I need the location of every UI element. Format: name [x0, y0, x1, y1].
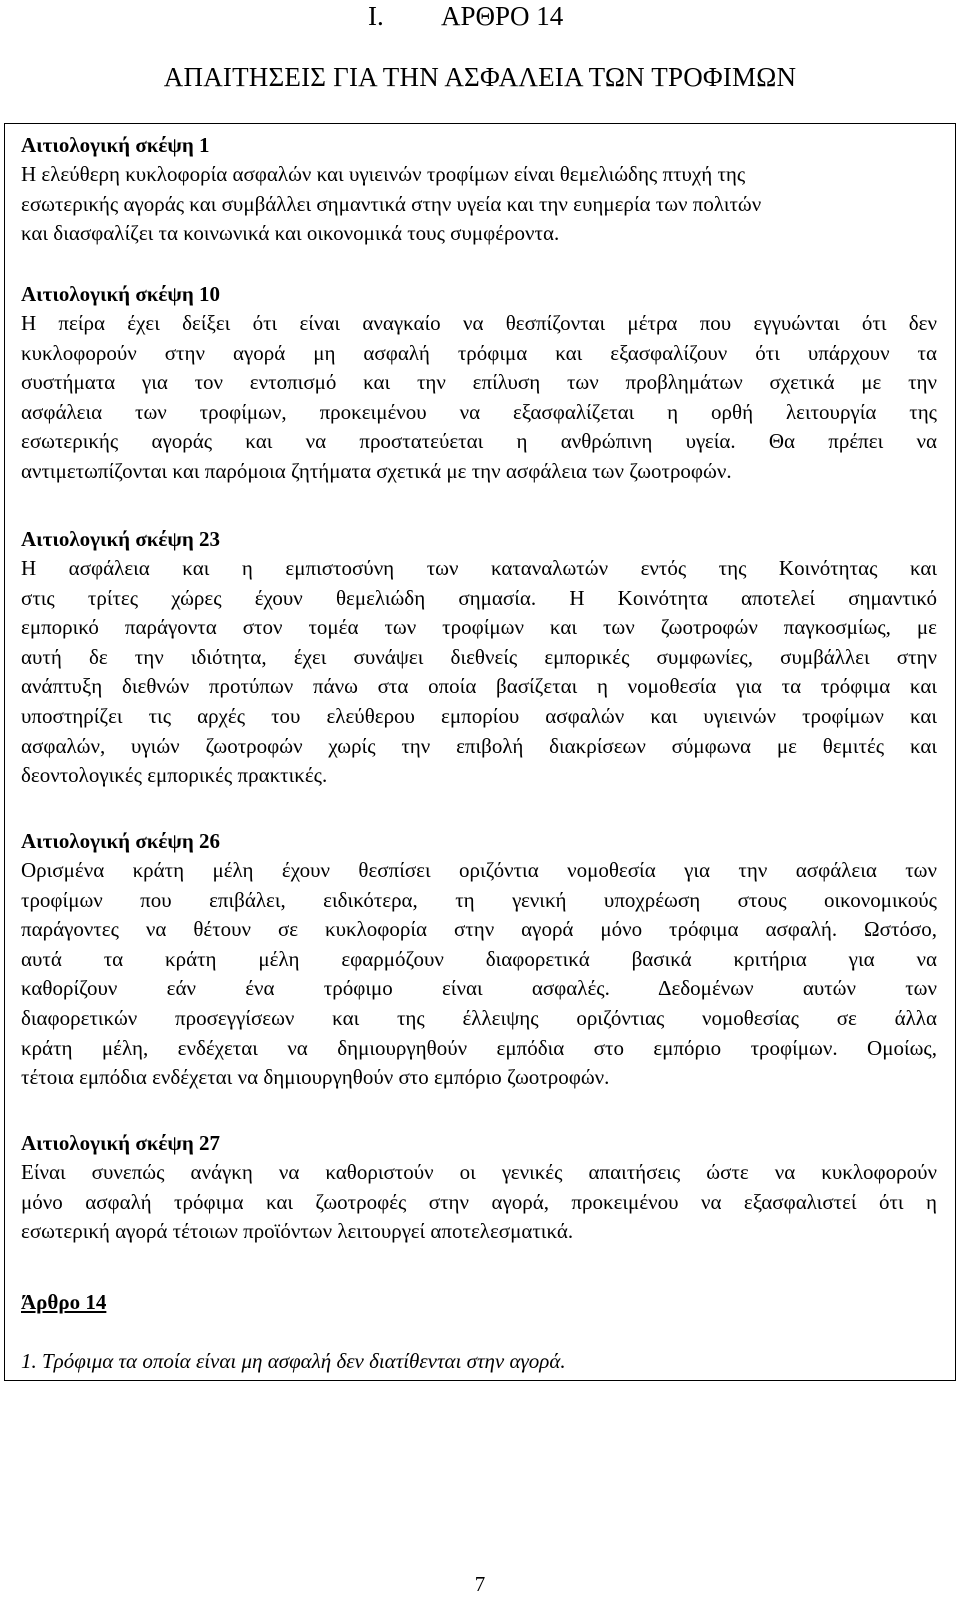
recital-line: τροφίμων που επιβάλει, ειδικότερα, τη γενική υποχρέωση στους οικονομικούς [21, 887, 937, 912]
article-paragraph [21, 1346, 937, 1376]
recital-line: αυτά τα κράτη μέλη εφαρμόζουν διαφορετικά βασικά κριτήρια για να [21, 946, 937, 971]
recital-line: αντιμετωπίζονται και παρόμοια ζητήματα σχετικά με την ασφάλεια των ζωοτροφών. [21, 458, 732, 483]
recital-title: Αιτιολογική σκέψη 23 [21, 527, 221, 551]
recital-line: κυκλοφορούν στην αγορά μη ασφαλή τρόφιμα και εξασφαλίζουν ότι υπάρχουν τα [21, 340, 937, 365]
recital-line: εσωτερικής αγοράς και να προστατεύεται η ανθρώπινη υγεία. Θα πρέπει να [21, 429, 937, 454]
recital-title: Αιτιολογική σκέψη 26 [21, 829, 221, 853]
recital-line: και διασφαλίζει τα κοινωνικά και οικονομικά τους συμφέροντα. [21, 221, 560, 246]
recital-title: Αιτιολογική σκέψη 27 [21, 1131, 221, 1155]
recital-line: δεοντολογικές εμπορικές πρακτικές. [21, 763, 328, 788]
page-subtitle: ΑΠΑΙΤΗΣΕΙΣ ΓΙΑ ΤΗΝ ΑΣΦΑΛΕΙΑ ΤΩΝ ΤΡΟΦΙΜΩΝ [163, 62, 797, 92]
recital-line: Η ελεύθερη κυκλοφορία ασφαλών και υγιεινών τροφίμων είναι θεμελιώδης πτυχή της [21, 162, 746, 186]
recital-title: Αιτιολογική σκέψη 10 [21, 282, 221, 306]
recital-title: Αιτιολογική σκέψη 1 [21, 133, 210, 157]
recital-line: Είναι συνεπώς ανάγκη να καθοριστούν οι γενικές απαιτήσεις ώστε να κυκλοφορούν [21, 1160, 937, 1184]
article-title: Άρθρο 14 [21, 1290, 107, 1314]
recital-line: εσωτερική αγορά τέτοιων προϊόντων λειτουργεί αποτελεσματικά. [21, 1219, 574, 1244]
recital-line: διαφορετικών προσεγγίσεων και της έλλειψης οριζόντιας νομοθεσίας σε άλλα [21, 1005, 937, 1030]
recital-line: στις τρίτες χώρες έχουν θεμελιώδη σημασία. Η Κοινότητα αποτελεί σημαντικό [21, 585, 937, 610]
page-number: 7 [474, 1572, 486, 1596]
recital-line: καθορίζουν εάν ένα τρόφιμο είναι ασφαλές. Δεδομένων αυτών των [21, 976, 937, 1001]
chapter-number: I. [368, 1, 384, 31]
recital-27 [21, 1128, 937, 1247]
recital-1 [21, 130, 937, 249]
recital-line: Η πείρα έχει δείξει ότι είναι αναγκαίο να θεσπίζονται μέτρα που εγγυώνται ότι δεν [21, 311, 937, 335]
recital-line: συστήματα για τον εντοπισμό και την επίλυση των προβλημάτων σχετικά με την [21, 370, 937, 395]
recital-line: μόνο ασφαλή τρόφιμα και ζωοτροφές στην αγορά, προκειμένου να εξασφαλιστεί ότι η [21, 1189, 937, 1214]
recital-line: εμπορικό παράγοντα στον τομέα των τροφίμων και των ζωοτροφών παγκοσμίως, με [21, 615, 937, 640]
recital-line: ασφάλεια των τροφίμων, προκειμένου να εξασφαλίζεται η ορθή λειτουργία της [21, 399, 937, 424]
recital-line: αυτή δε την ιδιότητα, έχει συνάψει διεθνείς εμπορικές συμφωνίες, συμβάλλει στην [21, 644, 937, 669]
recital-line: παράγοντες να θέτουν σε κυκλοφορία στην αγορά μόνο τρόφιμα ασφαλή. Ωστόσο, [21, 917, 937, 942]
article-14 [21, 1287, 937, 1317]
chapter-title: ΑΡΘΡΟ 14 [441, 1, 564, 31]
recital-line: ασφαλών, υγιών ζωοτροφών χωρίς την επιβολή διακρίσεων σύμφωνα με θεμιτές και [21, 733, 937, 758]
recital-26 [21, 826, 937, 1093]
recital-line: ανάπτυξη διεθνών προτύπων πάνω στα οποία βασίζεται η νομοθεσία για τα τρόφιμα και [21, 674, 937, 699]
recital-line: κράτη μέλη, ενδέχεται να δημιουργηθούν εμπόδια στο εμπόριο τροφίμων. Ομοίως, [21, 1035, 937, 1060]
recital-line: Ορισμένα κράτη μέλη έχουν θεσπίσει οριζόντια νομοθεσία για την ασφάλεια των [21, 858, 937, 882]
recital-10 [21, 279, 937, 487]
recital-line: εσωτερικής αγοράς και συμβάλλει σημαντικά στην υγεία και την ευημερία των πολιτών [21, 191, 762, 216]
recital-line: Η ασφάλεια και η εμπιστοσύνη των καταναλωτών εντός της Κοινότητας και [21, 556, 937, 580]
recital-line: τέτοια εμπόδια ενδέχεται να δημιουργηθούν στο εμπόριο ζωοτροφών. [21, 1065, 610, 1090]
recital-23 [21, 524, 937, 791]
recital-line: υποστηρίζει τις αρχές του ελεύθερου εμπορίου ασφαλών και υγιεινών τροφίμων και [21, 703, 937, 728]
article-paragraph-1: 1. Τρόφιμα τα οποία είναι μη ασφαλή δεν διατίθενται στην αγορά. [21, 1349, 566, 1373]
